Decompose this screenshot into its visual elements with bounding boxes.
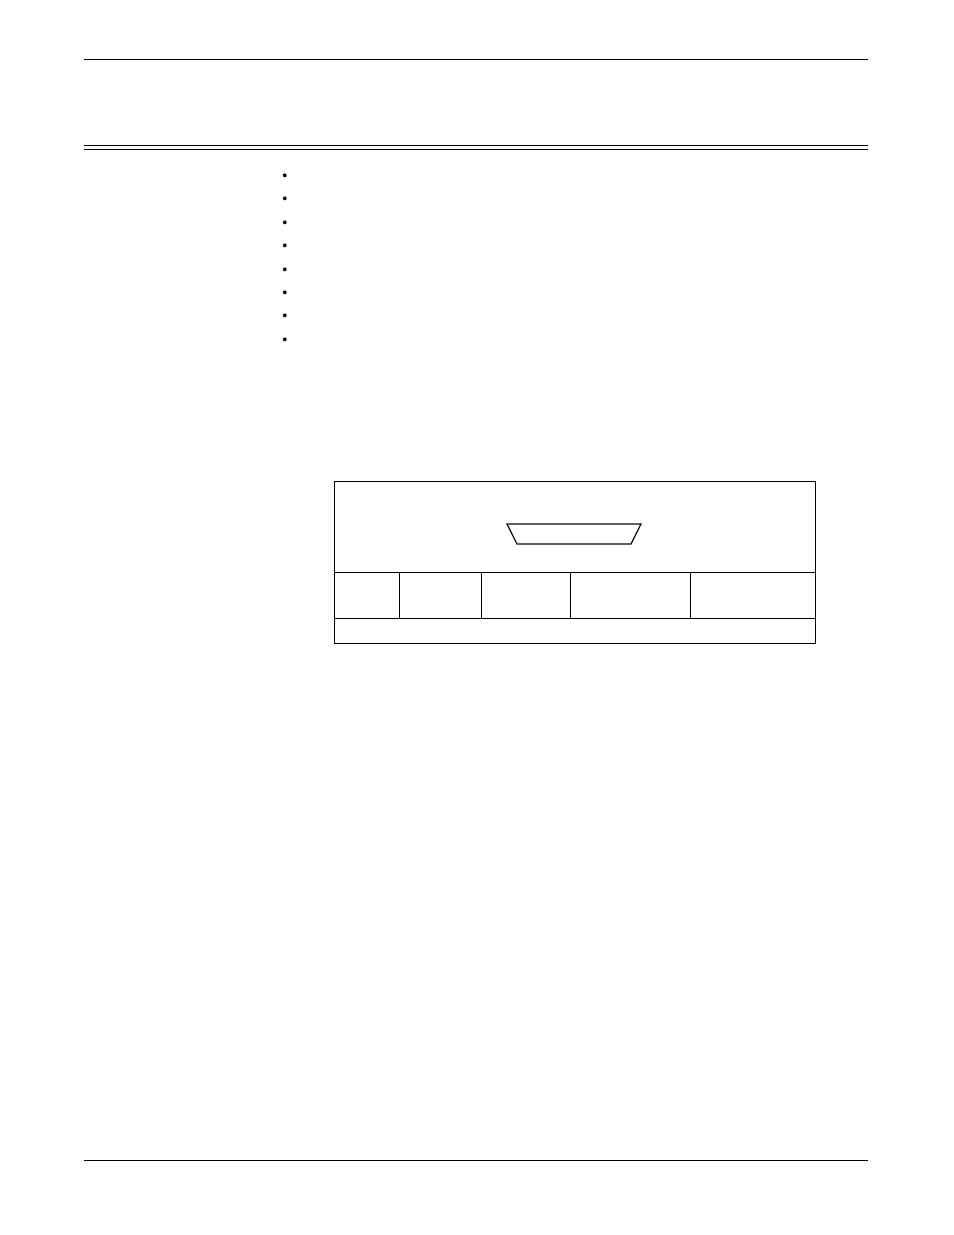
col-header-rs485-full: [570, 573, 691, 619]
bullet-icon: •: [282, 238, 288, 256]
db25-connector-icon: [505, 522, 643, 546]
bullet-icon: •: [282, 331, 288, 349]
model-list: [280, 167, 870, 354]
list-item: [280, 214, 870, 237]
list-item: [280, 307, 870, 330]
table-caption-cell: [335, 482, 816, 573]
bullet-icon: •: [282, 308, 288, 326]
bullet-icon: •: [282, 168, 288, 185]
list-item: [280, 190, 870, 213]
list-item: [280, 284, 870, 307]
intro-block: [280, 164, 870, 356]
bullet-icon: •: [282, 261, 288, 279]
connector-shell: [507, 524, 641, 544]
list-item: [280, 261, 870, 284]
col-header-rs485-half: [691, 573, 816, 619]
bullet-icon: •: [282, 214, 288, 232]
bullet-icon: •: [282, 284, 288, 302]
table-footnote: [335, 619, 816, 644]
col-header-rs422: [481, 573, 570, 619]
title-rule: [84, 145, 868, 150]
footer-rule: [84, 1160, 868, 1161]
col-header-pin: [335, 573, 400, 619]
table-header-row: [335, 573, 816, 619]
list-item: [280, 237, 870, 260]
bullet-icon: •: [282, 191, 288, 209]
running-header: [84, 56, 868, 60]
list-item: [280, 167, 870, 190]
list-item: [280, 331, 870, 354]
col-header-rs232: [399, 573, 481, 619]
signals-table: [334, 481, 816, 644]
